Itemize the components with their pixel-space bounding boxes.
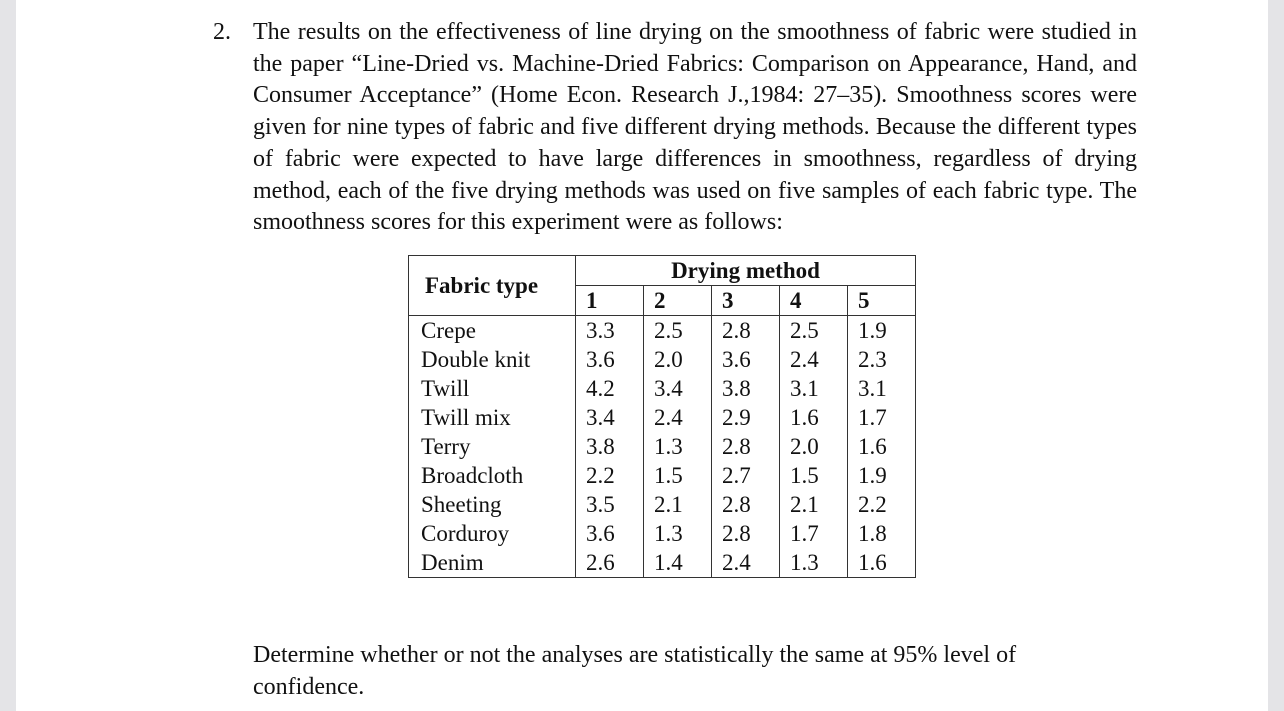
problem-paragraph: The results on the effectiveness of line drying on the smoothness of fabric were studied in the paper “Line-Dried vs. Machine-Dried Fabrics: Comparison on Appearance, Hand, and Consumer Acceptance” (Home Econ. Research J.,1984: 27–35). Smoothness scores were given for nine types of fabric and five different drying methods. Because the different types of fabric were expected to have large differences in smoothness, regardless of drying method, each of the five drying methods was used on five samples of each fabric type. The smoothness scores for this experiment were as follows: — [253, 19, 1137, 236]
score-cell: 3.6 — [712, 345, 780, 374]
fabric-name-cell: Twill — [409, 374, 576, 403]
score-cell: 3.3 — [576, 316, 644, 346]
fabric-name-cell: Terry — [409, 432, 576, 461]
score-cell: 3.5 — [576, 490, 644, 519]
score-cell: 4.2 — [576, 374, 644, 403]
score-cell: 1.6 — [848, 548, 916, 578]
score-cell: 3.4 — [644, 374, 712, 403]
score-cell: 1.3 — [644, 432, 712, 461]
score-cell: 2.8 — [712, 490, 780, 519]
drying-method-header: Drying method — [576, 256, 916, 286]
score-cell: 2.3 — [848, 345, 916, 374]
table-row — [409, 403, 916, 432]
score-cell: 1.5 — [644, 461, 712, 490]
score-cell: 1.4 — [644, 548, 712, 578]
table-row — [409, 519, 916, 548]
table-row — [409, 316, 916, 346]
fabric-name-cell: Crepe — [409, 316, 576, 346]
score-cell: 2.8 — [712, 432, 780, 461]
table-row — [409, 548, 916, 578]
score-cell: 2.1 — [780, 490, 848, 519]
fabric-name-cell: Broadcloth — [409, 461, 576, 490]
fabric-name-cell: Sheeting — [409, 490, 576, 519]
score-cell: 1.7 — [780, 519, 848, 548]
question-text: Determine whether or not the analyses are statistically the same at 95% level of confidence. — [253, 642, 1017, 700]
table-row — [409, 432, 916, 461]
score-cell: 1.6 — [780, 403, 848, 432]
score-cell: 1.3 — [780, 548, 848, 578]
score-cell: 2.5 — [780, 316, 848, 346]
score-cell: 2.4 — [780, 345, 848, 374]
fabric-name-cell: Corduroy — [409, 519, 576, 548]
method-header: 4 — [780, 286, 848, 316]
score-cell: 1.9 — [848, 316, 916, 346]
score-cell: 3.4 — [576, 403, 644, 432]
score-cell: 3.1 — [780, 374, 848, 403]
score-cell: 2.4 — [644, 403, 712, 432]
score-cell: 2.0 — [780, 432, 848, 461]
score-cell: 1.3 — [644, 519, 712, 548]
score-cell: 3.8 — [712, 374, 780, 403]
method-header: 2 — [644, 286, 712, 316]
method-header: 1 — [576, 286, 644, 316]
table-row — [409, 374, 916, 403]
score-cell: 2.2 — [576, 461, 644, 490]
problem-number: 2. — [213, 19, 231, 45]
fabric-name-cell: Double knit — [409, 345, 576, 374]
score-cell: 1.8 — [848, 519, 916, 548]
document-page — [16, 0, 1268, 711]
table-row — [409, 345, 916, 374]
score-cell: 2.2 — [848, 490, 916, 519]
score-cell: 2.4 — [712, 548, 780, 578]
score-cell: 2.7 — [712, 461, 780, 490]
score-cell: 2.8 — [712, 519, 780, 548]
smoothness-table — [408, 255, 916, 578]
table-row — [409, 461, 916, 490]
method-header: 5 — [848, 286, 916, 316]
fabric-name-cell: Twill mix — [409, 403, 576, 432]
score-cell: 3.8 — [576, 432, 644, 461]
score-cell: 2.0 — [644, 345, 712, 374]
table-body — [409, 316, 916, 578]
table-row — [409, 490, 916, 519]
score-cell: 3.1 — [848, 374, 916, 403]
score-cell: 3.6 — [576, 345, 644, 374]
score-cell: 1.5 — [780, 461, 848, 490]
smoothness-table-container — [408, 255, 916, 578]
fabric-type-header: Fabric type — [409, 256, 576, 316]
score-cell: 2.1 — [644, 490, 712, 519]
score-cell: 2.8 — [712, 316, 780, 346]
fabric-name-cell: Denim — [409, 548, 576, 578]
score-cell: 2.5 — [644, 316, 712, 346]
score-cell: 2.6 — [576, 548, 644, 578]
score-cell: 2.9 — [712, 403, 780, 432]
score-cell: 1.6 — [848, 432, 916, 461]
score-cell: 1.9 — [848, 461, 916, 490]
method-header: 3 — [712, 286, 780, 316]
score-cell: 3.6 — [576, 519, 644, 548]
score-cell: 1.7 — [848, 403, 916, 432]
